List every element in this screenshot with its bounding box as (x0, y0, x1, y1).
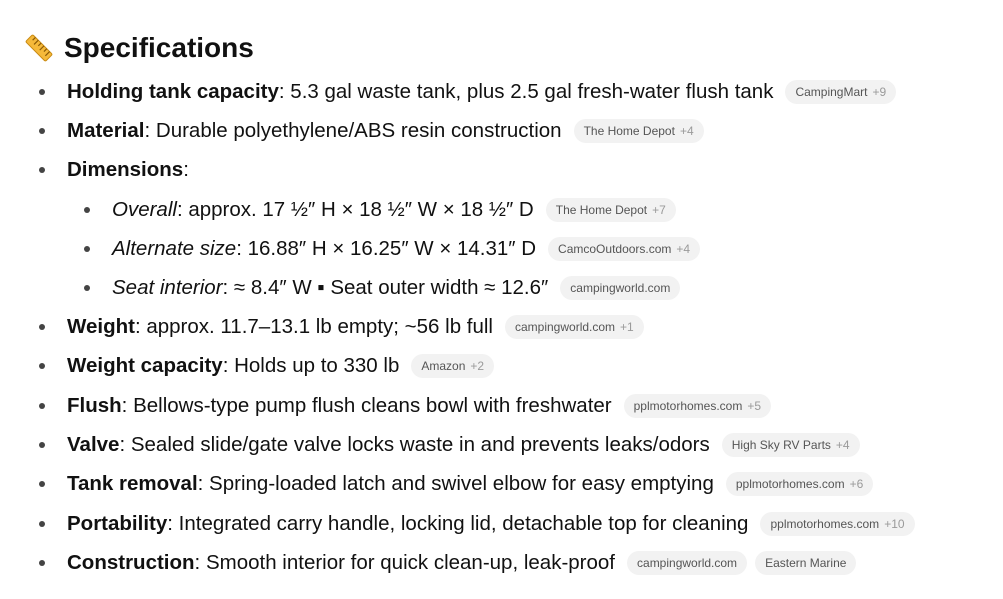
item-label: Alternate size (112, 237, 237, 260)
item-separator: : (236, 237, 242, 260)
item-content (67, 548, 856, 578)
item-label: Dimensions (67, 158, 184, 181)
item-content (67, 116, 704, 146)
item-separator: : (121, 394, 128, 417)
item-value: Smooth interior for quick clean-up, leak-proof (200, 551, 616, 574)
source-name: Eastern Marine (765, 556, 847, 570)
item-value: approx. 17 ½″ H × 18 ½″ W × 18 ½″ D (182, 198, 534, 221)
source-more-count: +7 (652, 203, 666, 217)
source-name: High Sky RV Parts (731, 438, 831, 452)
source-chip[interactable] (760, 512, 914, 536)
item-content (67, 391, 771, 421)
item-separator: : (144, 119, 151, 142)
source-chip[interactable] (546, 198, 676, 222)
item-value: approx. 11.7–13.1 lb empty; ~56 lb full (140, 315, 493, 338)
item-content (67, 312, 644, 342)
item-label: Construction (67, 551, 195, 574)
item-separator: : (167, 512, 173, 535)
source-more-count: +1 (620, 320, 634, 334)
item-separator: : (197, 472, 204, 495)
item-value: Integrated carry handle, locking lid, detachable top for cleaning (172, 512, 749, 535)
item-label: Weight capacity (67, 354, 223, 377)
item-content (112, 273, 680, 303)
item-content (112, 234, 700, 264)
item-separator: : (194, 551, 201, 574)
bullet-dot (39, 128, 45, 134)
item-label: Portability (67, 512, 168, 535)
item-content (67, 155, 189, 185)
item-separator: : (183, 158, 189, 181)
item-label: Valve (67, 433, 120, 456)
item-content (67, 469, 873, 499)
source-chip[interactable] (755, 551, 856, 575)
item-separator: : (222, 354, 229, 377)
item-label: Material (67, 119, 145, 142)
source-chip[interactable] (722, 433, 860, 457)
bullet-dot (84, 285, 90, 291)
bullet-dot (39, 481, 45, 487)
source-more-count: +6 (849, 477, 864, 491)
bullet-dot (39, 324, 45, 330)
source-name: pplmotorhomes.com (735, 477, 845, 491)
bullet-dot (84, 207, 90, 213)
source-chip[interactable] (785, 80, 896, 104)
item-label: Holding tank capacity (67, 80, 279, 103)
source-chip[interactable] (560, 276, 680, 300)
item-value: ≈ 8.4″ W ▪ Seat outer width ≈ 12.6″ (228, 276, 549, 299)
item-content (112, 195, 676, 225)
source-name: campingworld.com (515, 320, 616, 334)
source-name: campingworld.com (637, 556, 738, 570)
item-separator: : (176, 198, 183, 221)
source-chip[interactable] (505, 315, 644, 339)
bullet-dot (39, 167, 45, 173)
item-label: Overall (112, 198, 177, 221)
item-value: 16.88″ H × 16.25″ W × 14.31″ D (241, 237, 537, 260)
source-name: CampingMart (795, 85, 868, 99)
item-content (67, 77, 896, 107)
source-more-count: +5 (747, 399, 762, 413)
bullet-dot (39, 403, 45, 409)
source-name: pplmotorhomes.com (633, 399, 743, 413)
source-chip[interactable] (624, 394, 771, 418)
item-label: Seat interior (112, 276, 223, 299)
item-separator: : (278, 80, 285, 103)
source-chip[interactable] (627, 551, 747, 575)
source-name: Amazon (421, 359, 466, 373)
source-chip[interactable] (726, 472, 873, 496)
item-value: 5.3 gal waste tank, plus 2.5 gal fresh-water flush tank (284, 80, 774, 103)
item-value: Holds up to 330 lb (228, 354, 400, 377)
item-separator: : (222, 276, 229, 299)
item-separator: : (119, 433, 126, 456)
item-separator: : (134, 315, 141, 338)
section-title: Specifications (64, 32, 254, 63)
item-value: Durable polyethylene/ABS resin construction (150, 119, 562, 142)
source-name: pplmotorhomes.com (770, 517, 880, 531)
source-name: The Home Depot (555, 203, 648, 217)
item-value: Bellows-type pump flush cleans bowl with freshwater (127, 394, 612, 417)
bullet-dot (39, 89, 45, 95)
bullet-dot (39, 521, 45, 527)
source-more-count: +10 (884, 517, 905, 531)
item-label: Tank removal (67, 472, 198, 495)
bullet-dot (39, 560, 45, 566)
item-content (67, 509, 915, 539)
source-name: The Home Depot (583, 124, 675, 138)
source-more-count: +4 (676, 242, 691, 256)
source-name: CamcoOutdoors.com (558, 242, 672, 256)
source-more-count: +2 (470, 359, 485, 373)
source-more-count: +9 (872, 85, 887, 99)
item-content (67, 430, 860, 460)
item-value: Spring-loaded latch and swivel elbow for easy emptying (203, 472, 714, 495)
bullet-dot (39, 442, 45, 448)
source-chip[interactable] (574, 119, 704, 143)
source-more-count: +4 (835, 438, 850, 452)
source-more-count: +4 (679, 124, 694, 138)
bullet-dot (84, 246, 90, 252)
bullet-dot (39, 363, 45, 369)
source-name: campingworld.com (570, 281, 671, 295)
item-value: Sealed slide/gate valve locks waste in and prevents leaks/odors (125, 433, 710, 456)
item-label: Flush (67, 394, 122, 417)
item-label: Weight (67, 315, 135, 338)
source-chip[interactable] (411, 354, 494, 378)
item-content (67, 351, 494, 381)
source-chip[interactable] (548, 237, 700, 261)
